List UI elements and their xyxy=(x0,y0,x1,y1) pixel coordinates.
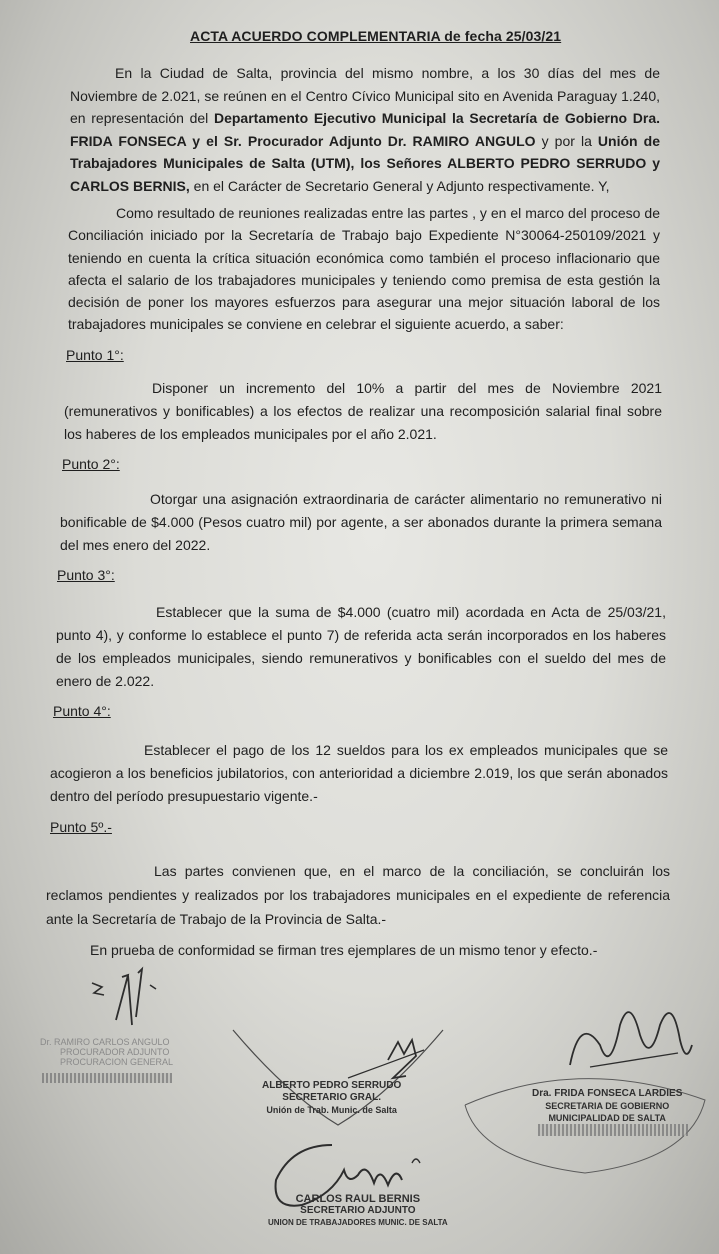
point-2-heading: Punto 2°: xyxy=(62,456,120,472)
considerando-paragraph: Como resultado de reuniones realizadas entre las partes , y en el marco del proceso de Conciliación iniciado por la Secretaría de Trabajo bajo Expediente N°30064-250109/2021 y teniendo en cuenta la crítica situación económica como también el proceso inflacionario que afecta el salario de los trabajadores municipales y teniendo como premisa de esta gestión la decisión de poner los mayores esfuerzos para asegurar una mejor situación laboral de los trabajadores municipales se conviene en celebrar el siguiente acuerdo, a saber: xyxy=(68,205,660,333)
point-2-text: Otorgar una asignación extraordinaria de carácter alimentario no remunerativo ni bonificable de $4.000 (Pesos cuatro mil) por agente, a ser abonados durante la primera semana del mes enero del 2022. xyxy=(60,491,662,553)
intro-bold-2: Unión de Trabajadores Municipales de Salta (UTM), los Señores ALBERTO PEDRO SERRUDO y CARLOS BERNIS, xyxy=(70,132,660,194)
point-5-heading: Punto 5º.- xyxy=(50,819,112,835)
closing-paragraph: En prueba de conformidad se firman tres ejemplares de un mismo tenor y efecto.- xyxy=(90,942,598,958)
angulo-name: Dr. RAMIRO CARLOS ANGULO xyxy=(40,1037,170,1047)
angulo-role: PROCURADOR ADJUNTO xyxy=(60,1047,170,1057)
bernis-stamp xyxy=(268,1193,448,1229)
serrudo-org: Unión de Trab. Munic. de Salta xyxy=(266,1105,397,1115)
angulo-stamp xyxy=(40,1037,173,1067)
bernis-name: CARLOS RAUL BERNIS xyxy=(295,1193,421,1205)
serrudo-stamp xyxy=(262,1080,401,1116)
angulo-office: PROCURACION GENERAL xyxy=(60,1057,174,1067)
fonseca-stamp-bar xyxy=(538,1124,688,1136)
fonseca-name: Dra. FRIDA FONSECA LARDIES xyxy=(532,1088,683,1099)
intro-paragraph xyxy=(70,62,660,197)
intro-text-2: y por la xyxy=(535,132,598,149)
point-1-text: Disponer un incremento del 10% a partir del mes de Noviembre 2021 (remunerativos y bonificables) a los efectos de realizar una recomposición salarial final sobre los haberes de los empleados municipales por el año 2.021. xyxy=(64,380,662,442)
intro-bold-1: Departamento Ejecutivo Municipal la Secretaría de Gobierno Dra. FRIDA FONSECA y el Sr. Procurador Adjunto Dr. RAMIRO ANGULO xyxy=(70,110,661,149)
bernis-org: UNION DE TRABAJADORES MUNIC. DE SALTA xyxy=(268,1218,448,1227)
angulo-stamp-bar xyxy=(42,1073,172,1083)
point-3-heading: Punto 3°: xyxy=(57,567,115,583)
point-3-text: Establecer que la suma de $4.000 (cuatro mil) acordada en Acta de 25/03/21, punto 4), y conforme lo establece el punto 7) de referida acta serán incorporados en los haberes de los empleados municipales, siendo remunerativos y bonificables con el sueldo del mes de enero de 2.022. xyxy=(56,604,666,689)
document-title: ACTA ACUERDO COMPLEMENTARIA de fecha 25/03/21 xyxy=(190,28,562,44)
intro-text-1: En la Ciudad de Salta, provincia del mismo nombre, a los 30 días del mes de Noviembre de 2.021, se reúnen en el Centro Cívico Municipal sito en Avenida Paraguay 1.240, en representación del xyxy=(70,65,660,126)
point-4-heading: Punto 4°: xyxy=(53,703,111,719)
point-5-text: Las partes convienen que, en el marco de la conciliación, se concluirán los reclamos pendientes y realizados por los trabajadores municipales en el expediente de referencia ante la Secretaría de Trabajo de la Provincia de Salta.- xyxy=(46,863,670,927)
intro-text-3: en el Carácter de Secretario General y Adjunto respectivamente. Y, xyxy=(189,177,610,194)
serrudo-role: SECRETARIO GRAL. xyxy=(282,1092,381,1103)
point-4-text: Establecer el pago de los 12 sueldos para los ex empleados municipales que se acogieron a los beneficios jubilatorios, con anterioridad a diciembre 2.019, los que serán abonados dentro del período presupuestario vigente.- xyxy=(50,742,668,804)
serrudo-name: ALBERTO PEDRO SERRUDO xyxy=(262,1080,402,1091)
fonseca-role: SECRETARIA DE GOBIERNO xyxy=(545,1101,670,1111)
fonseca-stamp xyxy=(532,1088,682,1124)
point-1-heading: Punto 1°: xyxy=(66,347,124,363)
fonseca-org: MUNICIPALIDAD DE SALTA xyxy=(548,1113,666,1123)
bernis-role: SECRETARIO ADJUNTO xyxy=(300,1205,416,1216)
angulo-signature xyxy=(80,965,190,1045)
